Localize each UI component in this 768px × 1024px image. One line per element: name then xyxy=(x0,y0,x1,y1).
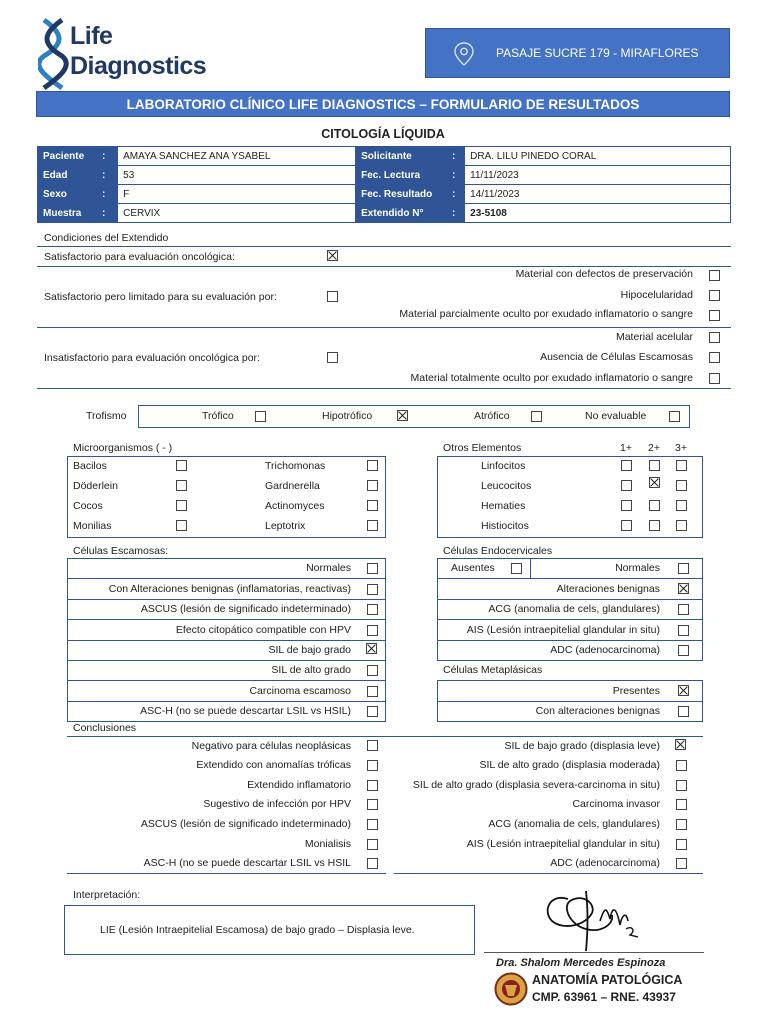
label-fec-resultado: Fec. Resultado xyxy=(356,185,443,204)
metaplasicas-item: Con alteraciones benignas xyxy=(535,705,660,717)
endocervicales-item: Normales xyxy=(615,562,660,574)
satisfactorio-label: Satisfactorio para evaluación oncológica: xyxy=(44,251,235,263)
endocervicales-checkbox[interactable] xyxy=(678,563,689,574)
endocervicales-checkbox[interactable] xyxy=(678,583,689,594)
label-paciente: Paciente xyxy=(38,147,90,166)
conclusion-checkbox[interactable] xyxy=(676,839,687,850)
trofismo-checkbox[interactable] xyxy=(669,411,680,422)
conclusion-item: Monialisis xyxy=(304,838,351,850)
logo xyxy=(38,16,223,90)
conclusion-checkbox[interactable] xyxy=(367,799,378,810)
otros-checkbox[interactable] xyxy=(676,460,687,471)
otros-checkbox[interactable] xyxy=(649,520,660,531)
metaplasicas-item: Presentes xyxy=(612,685,660,697)
metaplasicas-checkbox[interactable] xyxy=(678,706,689,717)
dna-helix-icon xyxy=(38,16,70,90)
escamosas-checkbox[interactable] xyxy=(367,625,378,636)
satisfactorio-checkbox[interactable] xyxy=(327,250,338,261)
conclusion-item: SIL de alto grado (displasia severa-carcinoma in situ) xyxy=(412,779,660,791)
escamosas-item: Efecto citopático compatible con HPV xyxy=(175,624,351,636)
micro-item: Leptotrix xyxy=(265,520,306,532)
micro-checkbox[interactable] xyxy=(367,460,378,471)
endocervicales-item: AIS (Lesión intraepitelial glandular in situ) xyxy=(466,624,660,636)
limitado-item: Material con defectos de preservación xyxy=(515,268,693,280)
level-label: 3+ xyxy=(675,442,687,454)
address-text: PASAJE SUCRE 179 - MIRAFLORES xyxy=(496,46,699,60)
conclusion-checkbox[interactable] xyxy=(676,760,687,771)
value-fec-resultado: 14/11/2023 xyxy=(465,185,731,204)
interpretacion-heading: Interpretación: xyxy=(73,889,141,901)
limitado-item-checkbox[interactable] xyxy=(709,270,720,281)
otros-checkbox[interactable] xyxy=(676,500,687,511)
insatisfactorio-item: Material totalmente oculto por exudado inflamatorio o sangre xyxy=(410,372,693,384)
level-label: 1+ xyxy=(620,442,632,454)
conclusion-checkbox[interactable] xyxy=(676,799,687,810)
escamosas-checkbox[interactable] xyxy=(367,563,378,574)
otros-checkbox[interactable] xyxy=(649,500,660,511)
otros-checkbox[interactable] xyxy=(621,480,632,491)
value-edad: 53 xyxy=(118,166,356,185)
escamosas-checkbox[interactable] xyxy=(367,706,378,717)
escamosas-item: Carcinoma escamoso xyxy=(249,685,351,697)
escamosas-item: ASC-H (no se puede descartar LSIL vs HSIL) xyxy=(140,705,351,717)
conclusion-item: Carcinoma invasor xyxy=(572,798,660,810)
insatisfactorio-label: Insatisfactorio para evaluación oncológica por: xyxy=(44,352,260,364)
insatisfactorio-item: Ausencia de Células Escamosas xyxy=(540,351,693,363)
conclusion-checkbox[interactable] xyxy=(367,760,378,771)
otros-item: Linfocitos xyxy=(481,460,526,472)
signature xyxy=(540,885,650,955)
endocervicales-item: Alteraciones benignas xyxy=(556,583,660,595)
address-box xyxy=(425,28,730,78)
metaplasicas-checkbox[interactable] xyxy=(678,685,689,696)
trofismo-checkbox[interactable] xyxy=(397,410,408,421)
limitado-item-checkbox[interactable] xyxy=(709,290,720,301)
title-bar: LABORATORIO CLÍNICO LIFE DIAGNOSTICS – FORMULARIO DE RESULTADOS xyxy=(36,91,730,117)
limitado-item: Material parcialmente oculto por exudado inflamatorio o sangre xyxy=(399,308,693,320)
patient-table xyxy=(37,146,731,223)
endocervicales-item: ACG (anomalia de cels, glandulares) xyxy=(488,603,660,615)
metaplasicas-heading: Células Metaplásicas xyxy=(443,664,543,676)
escamosas-checkbox[interactable] xyxy=(367,686,378,697)
micro-checkbox[interactable] xyxy=(176,480,187,491)
endocervicales-checkbox[interactable] xyxy=(678,645,689,656)
table-row: Paciente : AMAYA SANCHEZ ANA YSABEL Solicitante : DRA. LILU PINEDO CORAL xyxy=(38,147,731,166)
brand-line2: Diagnostics xyxy=(70,52,207,80)
table-row: Edad : 53 Fec. Lectura : 11/11/2023 xyxy=(38,166,731,185)
insatisfactorio-item-checkbox[interactable] xyxy=(709,373,720,384)
trofismo-option: Atrófico xyxy=(474,410,510,422)
label-edad: Edad xyxy=(38,166,90,185)
conclusion-item: ADC (adenocarcinoma) xyxy=(550,857,660,869)
escamosas-item: Normales xyxy=(306,562,351,574)
seal-icon xyxy=(494,972,528,1006)
escamosas-item: Con Alteraciones benignas (inflamatorias, reactivas) xyxy=(108,583,351,595)
label-sexo: Sexo xyxy=(38,185,90,204)
conclusion-item: Sugestivo de infección por HPV xyxy=(203,798,351,810)
value-solicitante: DRA. LILU PINEDO CORAL xyxy=(465,147,731,166)
trofismo-option: Hipotrófico xyxy=(322,410,373,422)
otros-heading: Otros Elementos xyxy=(443,442,522,454)
label-muestra: Muestra xyxy=(38,204,90,223)
limitado-checkbox[interactable] xyxy=(327,291,338,302)
endocervicales-heading: Células Endocervicales xyxy=(443,545,553,557)
limitado-item: Hipocelularidad xyxy=(620,289,693,301)
signer-name: Dra. Shalom Mercedes Espinoza xyxy=(496,957,666,969)
otros-checkbox[interactable] xyxy=(676,520,687,531)
conclusion-checkbox[interactable] xyxy=(676,780,687,791)
micro-checkbox[interactable] xyxy=(367,480,378,491)
insatisfactorio-item: Material acelular xyxy=(615,331,693,343)
interpretacion-text: LIE (Lesión Intraepitelial Escamosa) de bajo grado – Displasia leve. xyxy=(100,924,415,936)
conclusion-item: SIL de bajo grado (displasia leve) xyxy=(504,740,660,752)
trofismo-checkbox[interactable] xyxy=(531,411,542,422)
conclusion-checkbox[interactable] xyxy=(367,780,378,791)
conclusion-checkbox[interactable] xyxy=(367,858,378,869)
otros-checkbox[interactable] xyxy=(621,460,632,471)
location-pin-icon xyxy=(454,42,474,66)
otros-item: Hematies xyxy=(481,500,526,512)
escamosas-checkbox[interactable] xyxy=(367,584,378,595)
trofismo-label: Trofismo xyxy=(86,410,127,422)
label-extendido: Extendido N° xyxy=(356,204,443,223)
otros-checkbox[interactable] xyxy=(621,520,632,531)
label-solicitante: Solicitante xyxy=(356,147,443,166)
brand-line1: Life xyxy=(70,22,113,50)
escamosas-checkbox[interactable] xyxy=(367,665,378,676)
limitado-item-checkbox[interactable] xyxy=(709,310,720,321)
micro-item: Gardnerella xyxy=(265,480,320,492)
micro-item: Trichomonas xyxy=(265,460,326,472)
escamosas-checkbox[interactable] xyxy=(367,604,378,615)
trofismo-option: No evaluable xyxy=(585,410,647,422)
value-paciente: AMAYA SANCHEZ ANA YSABEL xyxy=(118,147,356,166)
table-row: Sexo : F Fec. Resultado : 14/11/2023 xyxy=(38,185,731,204)
ausentes-label: Ausentes xyxy=(451,562,495,574)
level-label: 2+ xyxy=(648,442,660,454)
limitado-label: Satisfactorio pero limitado para su evaluación por: xyxy=(44,291,277,303)
insatisfactorio-item-checkbox[interactable] xyxy=(709,352,720,363)
conclusion-item: ASC-H (no se puede descartar LSIL vs HSIL xyxy=(143,857,351,869)
conclusiones-heading: Conclusiones xyxy=(73,722,137,734)
otros-checkbox[interactable] xyxy=(649,477,660,488)
signer-cmp: CMP. 63961 – RNE. 43937 xyxy=(532,990,676,1004)
label-fec-lectura: Fec. Lectura xyxy=(356,166,443,185)
value-muestra: CERVIX xyxy=(118,204,356,223)
endocervicales-checkbox[interactable] xyxy=(678,604,689,615)
table-row: Muestra : CERVIX Extendido N° : 23-5108 xyxy=(38,204,731,223)
endocervicales-item: ADC (adenocarcinoma) xyxy=(550,644,660,656)
otros-box xyxy=(437,456,703,538)
conclusion-checkbox[interactable] xyxy=(367,740,378,751)
microorganismos-heading: Microorganismos ( - ) xyxy=(73,442,173,454)
microorganismos-box xyxy=(67,456,386,538)
micro-item: Döderlein xyxy=(73,480,118,492)
conclusion-item: AIS (Lesión intraepitelial glandular in situ) xyxy=(466,838,660,850)
signer-dept: ANATOMÍA PATOLÓGICA xyxy=(532,973,683,987)
escamosas-item: SIL de alto grado xyxy=(271,664,351,676)
escamosas-heading: Células Escamosas: xyxy=(73,545,169,557)
value-extendido: 23-5108 xyxy=(465,204,731,223)
insatisfactorio-checkbox[interactable] xyxy=(327,352,338,363)
otros-checkbox[interactable] xyxy=(621,500,632,511)
insatisfactorio-item-checkbox[interactable] xyxy=(709,332,720,343)
endocervicales-checkbox[interactable] xyxy=(678,625,689,636)
conclusion-item: Extendido con anomalías tróficas xyxy=(196,759,351,771)
micro-checkbox[interactable] xyxy=(176,520,187,531)
conclusion-checkbox[interactable] xyxy=(367,839,378,850)
micro-item: Bacilos xyxy=(73,460,107,472)
micro-checkbox[interactable] xyxy=(367,520,378,531)
otros-item: Histiocitos xyxy=(481,520,529,532)
escamosas-item: ASCUS (lesión de significado indeterminado) xyxy=(140,603,351,615)
escamosas-item: SIL de bajo grado xyxy=(268,644,351,656)
conclusion-item: Extendido inflamatorio xyxy=(247,779,351,791)
conclusion-checkbox[interactable] xyxy=(675,739,686,750)
value-sexo: F xyxy=(118,185,356,204)
micro-checkbox[interactable] xyxy=(176,460,187,471)
otros-checkbox[interactable] xyxy=(649,460,660,471)
subtitle: CITOLOGÍA LÍQUIDA xyxy=(321,127,445,141)
micro-item: Actinomyces xyxy=(265,500,325,512)
conclusion-item: Negativo para células neoplásicas xyxy=(191,740,351,752)
micro-checkbox[interactable] xyxy=(176,500,187,511)
conclusion-checkbox[interactable] xyxy=(676,819,687,830)
micro-checkbox[interactable] xyxy=(367,500,378,511)
conclusion-checkbox[interactable] xyxy=(367,819,378,830)
conclusion-item: ASCUS (lesión de significado indeterminado) xyxy=(140,818,351,830)
value-fec-lectura: 11/11/2023 xyxy=(465,166,731,185)
conclusion-item: ACG (anomalia de cels, glandulares) xyxy=(488,818,660,830)
micro-item: Cocos xyxy=(73,500,103,512)
conclusion-item: SIL de alto grado (displasia moderada) xyxy=(479,759,660,771)
condiciones-heading: Condiciones del Extendido xyxy=(44,232,169,244)
otros-item: Leucocitos xyxy=(481,480,532,492)
trofismo-checkbox[interactable] xyxy=(255,411,266,422)
conclusion-checkbox[interactable] xyxy=(676,858,687,869)
ausentes-checkbox[interactable] xyxy=(511,563,522,574)
micro-item: Monilias xyxy=(73,520,112,532)
otros-checkbox[interactable] xyxy=(676,480,687,491)
trofismo-option: Trófico xyxy=(202,410,234,422)
escamosas-checkbox[interactable] xyxy=(366,643,377,654)
